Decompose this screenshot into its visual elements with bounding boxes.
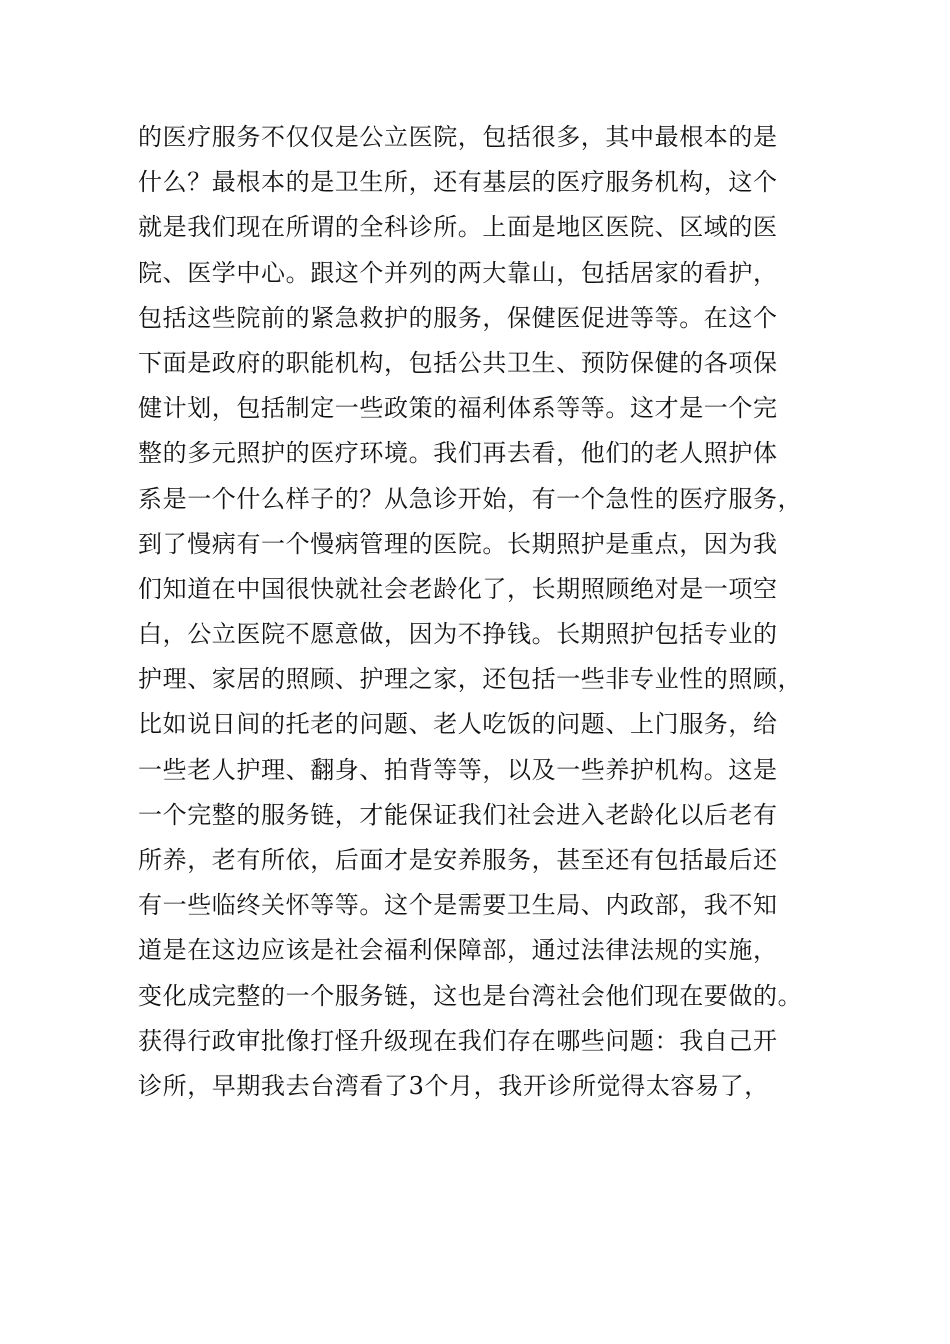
text-line: 们知道在中国很快就社会老龄化了，长期照顾绝对是一项空 xyxy=(138,574,778,603)
text-line: 包括这些院前的紧急救护的服务，保健医促进等等。在这个 xyxy=(138,303,778,332)
text-line: 什么？最根本的是卫生所，还有基层的医疗服务机构，这个 xyxy=(138,168,778,197)
text-line: 整的多元照护的医疗环境。我们再去看，他们的老人照护体 xyxy=(138,439,778,468)
text-line: 变化成完整的一个服务链，这也是台湾社会他们现在要做的。 xyxy=(138,981,803,1010)
text-line: 比如说日间的托老的问题、老人吃饭的问题、上门服务，给 xyxy=(138,710,778,739)
text-line: 诊所，早期我去台湾看了3个月，我开诊所觉得太容易了， xyxy=(138,1071,769,1100)
text-line: 道是在这边应该是社会福利保障部，通过法律法规的实施， xyxy=(138,936,778,965)
text-line: 所养，老有所依，后面才是安养服务，甚至还有包括最后还 xyxy=(138,846,778,874)
body-text xyxy=(138,115,828,1109)
text-line: 就是我们现在所谓的全科诊所。上面是地区医院、区域的医 xyxy=(138,213,778,242)
text-line: 到了慢病有一个慢病管理的医院。长期照护是重点，因为我 xyxy=(138,529,778,558)
text-line: 护理、家居的照顾、护理之家，还包括一些非专业性的照顾， xyxy=(138,665,803,694)
text-line: 院、医学中心。跟这个并列的两大靠山，包括居家的看护， xyxy=(138,258,778,287)
text-line: 有一些临终关怀等等。这个是需要卫生局、内政部，我不知 xyxy=(138,891,778,920)
text-line: 一个完整的服务链，才能保证我们社会进入老龄化以后老有 xyxy=(138,800,778,829)
text-line: 一些老人护理、翻身、拍背等等，以及一些养护机构。这是 xyxy=(138,755,778,784)
text-line: 系是一个什么样子的？从急诊开始，有一个急性的医疗服务， xyxy=(138,484,803,513)
text-line: 白，公立医院不愿意做，因为不挣钱。长期照护包括专业的 xyxy=(138,620,778,649)
text-line: 下面是政府的职能机构，包括公共卫生、预防保健的各项保 xyxy=(138,348,778,377)
text-line: 健计划，包括制定一些政策的福利体系等等。这才是一个完 xyxy=(138,394,778,423)
text-line: 的医疗服务不仅仅是公立医院，包括很多，其中最根本的是 xyxy=(138,123,778,151)
text-line: 获得行政审批像打怪升级现在我们存在哪些问题：我自己开 xyxy=(138,1026,778,1055)
